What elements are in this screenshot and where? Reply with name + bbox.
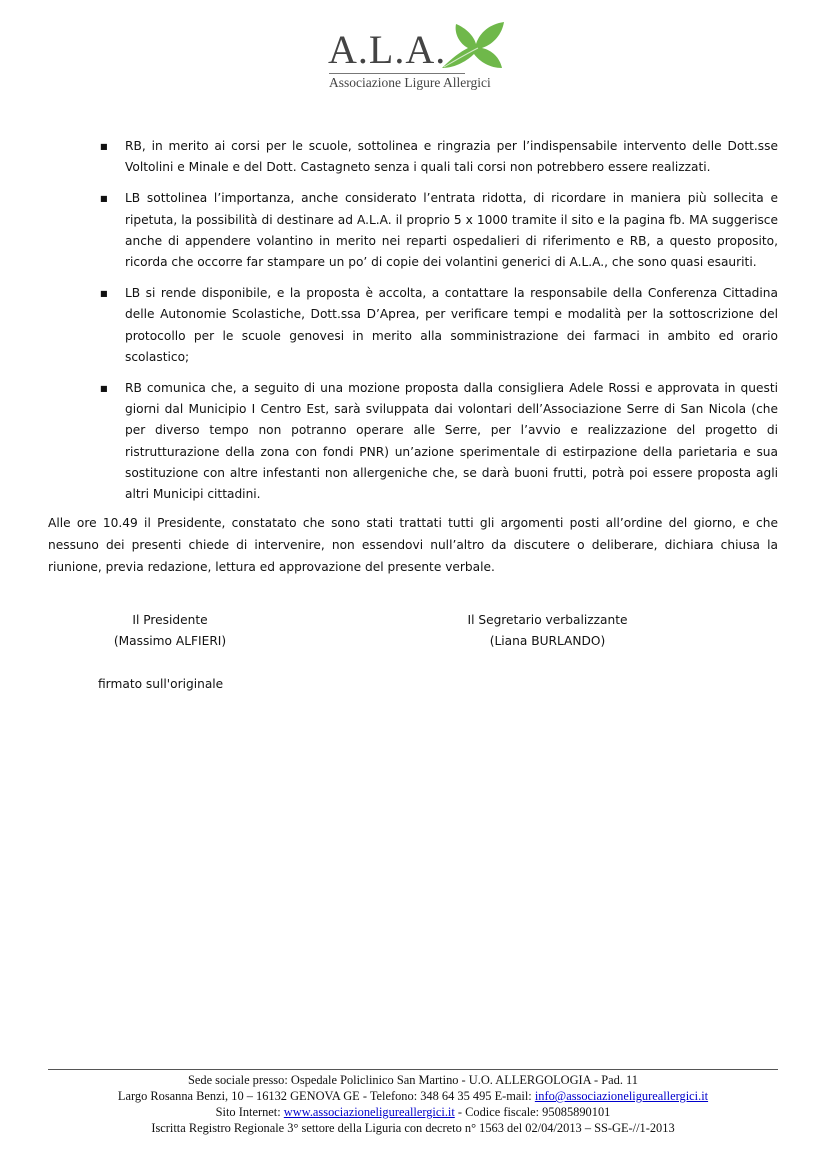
website-link[interactable]: www.associazioneligureallergici.it [283, 1105, 455, 1119]
square-bullet-icon: ■ [100, 384, 108, 394]
square-bullet-icon: ■ [100, 194, 108, 204]
list-item [98, 136, 778, 178]
square-bullet-icon: ■ [100, 289, 108, 299]
list-item-text: LB si rende disponibile, e la proposta è accolta, a contattare la responsabile della Conferenza Cittadina delle Autonomie Scolastiche, Dott.ssa D’Aprea, per verificare tempi e modalità per la sottoscrizione del protocollo per le scuole genovesi in merito alla somministrazione dei farmaci in ambito ed orario scolastico; [125, 286, 778, 364]
logo-subtitle: Associazione Ligure Allergici [329, 75, 491, 90]
footer-address: Sede sociale presso: Ospedale Policlinico San Martino - U.O. ALLERGOLOGIA - Pad. 11 [187, 1073, 638, 1087]
website-label: Sito Internet: [215, 1105, 284, 1119]
footer-divider [48, 1069, 778, 1070]
list-item-text: LB sottolinea l’importanza, anche considerato l’entrata ridotta, di ricordare in maniera più sollecita e ripetuta, la possibilità di destinare ad A.L.A. il proprio 5 x 1000 tramite il sito e la pagina fb. MA suggerisce anche di appendere volantino in merito nei reparti ospedalieri di riferimento e RB, a questo proposito, ricorda che occorre far stampare un po’ di copie dei volantini generici di A.L.A., che sono quasi esauriti. [125, 191, 778, 270]
footer-registry: Iscritta Registro Regionale 3° settore della Liguria con decreto n° 1563 del 02/04/2013 – SS-GE-//1-2013 [151, 1121, 675, 1135]
list-item-text: RB comunica che, a seguito di una mozione proposta dalla consigliera Adele Rossi e approvata in questi giorni dal Municipio I Centro Est, sarà sviluppata dai volontari dell’Associazione Serre di San Nicola (che per diverso tempo non potranno operare alle Serre, per l’avvio e realizzazione del progetto di ristrutturazione della zona con fondi PNR) un’azione sperimentale di estirpazione della parietaria e sua sostituzione con altre infestanti non allergeniche che, se darà buoni frutti, potrà poi essere proposta agli altri Municipi cittadini. [125, 381, 778, 502]
logo-title: A.L.A. [328, 27, 447, 72]
square-bullet-icon: ■ [100, 142, 108, 151]
fiscal-code: - Codice fiscale: 95085890101 [454, 1105, 611, 1119]
secretary-role: Il Segretario verbalizzante [467, 613, 628, 627]
email-link[interactable]: info@associazioneligureallergici.it [534, 1089, 709, 1103]
president-role: Il Presidente [132, 613, 208, 627]
president-name: (Massimo ALFIERI) [113, 634, 227, 648]
green-leaf-icon [438, 18, 508, 73]
footer-website-row [30, 1104, 796, 1120]
closing-paragraph: Alle ore 10.49 il Presidente, constatato che sono stati trattati tutti gli argomenti posti all’ordine del giorno, e che nessuno dei presenti chiede di intervenire, non essendovi null’altro da discutere o deliberare, dichiara chiusa la riunione, previa redazione, lettura ed approvazione del presente verbale. [48, 516, 778, 574]
list-item [98, 378, 778, 505]
secretary-signature-block [460, 610, 635, 652]
signed-note: firmato sull'originale [98, 677, 224, 691]
minutes-bullet-list [98, 136, 778, 515]
association-logo [326, 18, 516, 90]
list-item-text: RB, in merito ai corsi per le scuole, sottolinea e ringrazia per l’indispensabile intervento delle Dott.sse Voltolini e Minale e del Dott. Castagneto senza i quali tali corsi non potrebbero essere realizzati. [125, 139, 778, 175]
list-item [98, 283, 778, 368]
footer [30, 1072, 796, 1136]
secretary-name: (Liana BURLANDO) [489, 634, 606, 648]
logo-divider [329, 73, 465, 74]
footer-contacts-text: Largo Rosanna Benzi, 10 – 16132 GENOVA GE - Telefono: 348 64 35 495 E-mail: [117, 1089, 535, 1103]
footer-contacts [30, 1088, 796, 1104]
list-item [98, 188, 778, 273]
president-signature-block [92, 610, 248, 652]
